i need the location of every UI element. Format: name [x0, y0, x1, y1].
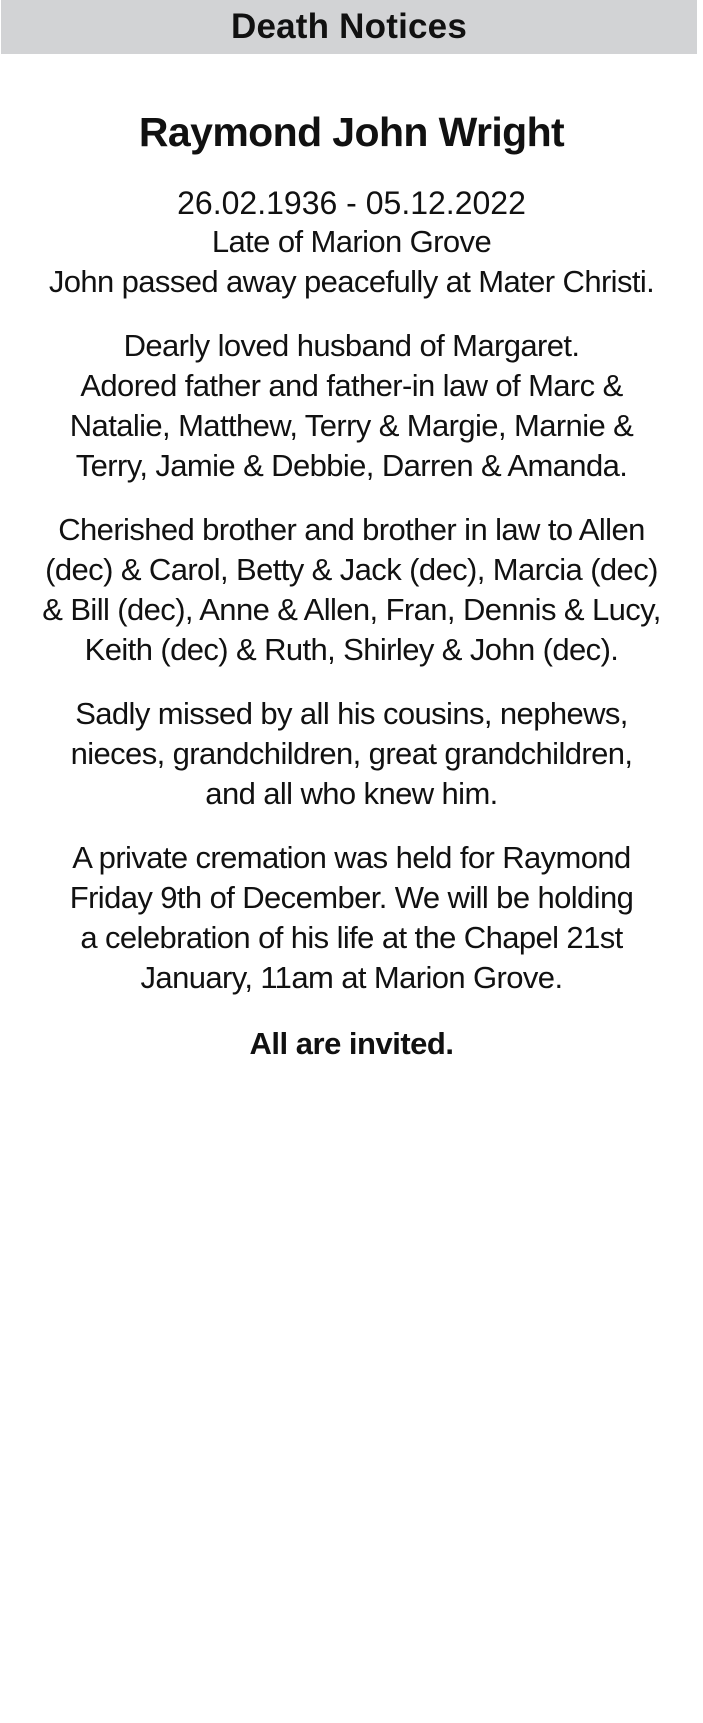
deceased-name: Raymond John Wright: [138, 109, 565, 155]
paragraph-line: Cherished brother and brother in law to Allen: [58, 512, 645, 547]
paragraph-line: Natalie, Matthew, Terry & Margie, Marnie &: [69, 408, 634, 443]
section-title: Death Notices: [231, 7, 467, 46]
notice-paragraph-missed: [8, 694, 695, 814]
passing-line: John passed away peacefully at Mater Christi.: [48, 264, 655, 299]
paragraph-line: Terry, Jamie & Debbie, Darren & Amanda.: [75, 448, 628, 483]
paragraph-line: Friday 9th of December. We will be holding: [69, 880, 634, 915]
paragraph-line: a celebration of his life at the Chapel 21st: [80, 920, 623, 955]
paragraph-line: and all who knew him.: [205, 776, 498, 811]
paragraph-line: Adored father and father-in law of Marc &: [80, 368, 623, 403]
paragraph-line: (dec) & Carol, Betty & Jack (dec), Marcia (dec): [45, 552, 658, 587]
paragraph-line: Keith (dec) & Ruth, Shirley & John (dec).: [84, 632, 619, 667]
life-dates: 26.02.1936 - 05.12.2022: [177, 185, 526, 221]
paragraph-line: Dearly loved husband of Margaret.: [123, 328, 580, 363]
notice-paragraph-siblings: [8, 510, 695, 670]
death-notice: [0, 108, 703, 1064]
paragraph-line: Sadly missed by all his cousins, nephews,: [75, 696, 628, 731]
paragraph-line: & Bill (dec), Anne & Allen, Fran, Dennis & Lucy,: [42, 592, 661, 627]
paragraph-line: January, 11am at Marion Grove.: [140, 960, 563, 995]
section-header: [1, 0, 697, 54]
closing-invitation: All are invited.: [249, 1026, 454, 1061]
notice-paragraph-family: [8, 326, 695, 486]
paragraph-line: nieces, grandchildren, great grandchildren,: [70, 736, 633, 771]
paragraph-line: A private cremation was held for Raymond: [72, 840, 631, 875]
residence-line: Late of Marion Grove: [211, 224, 492, 259]
notice-paragraph-service: [8, 838, 695, 998]
